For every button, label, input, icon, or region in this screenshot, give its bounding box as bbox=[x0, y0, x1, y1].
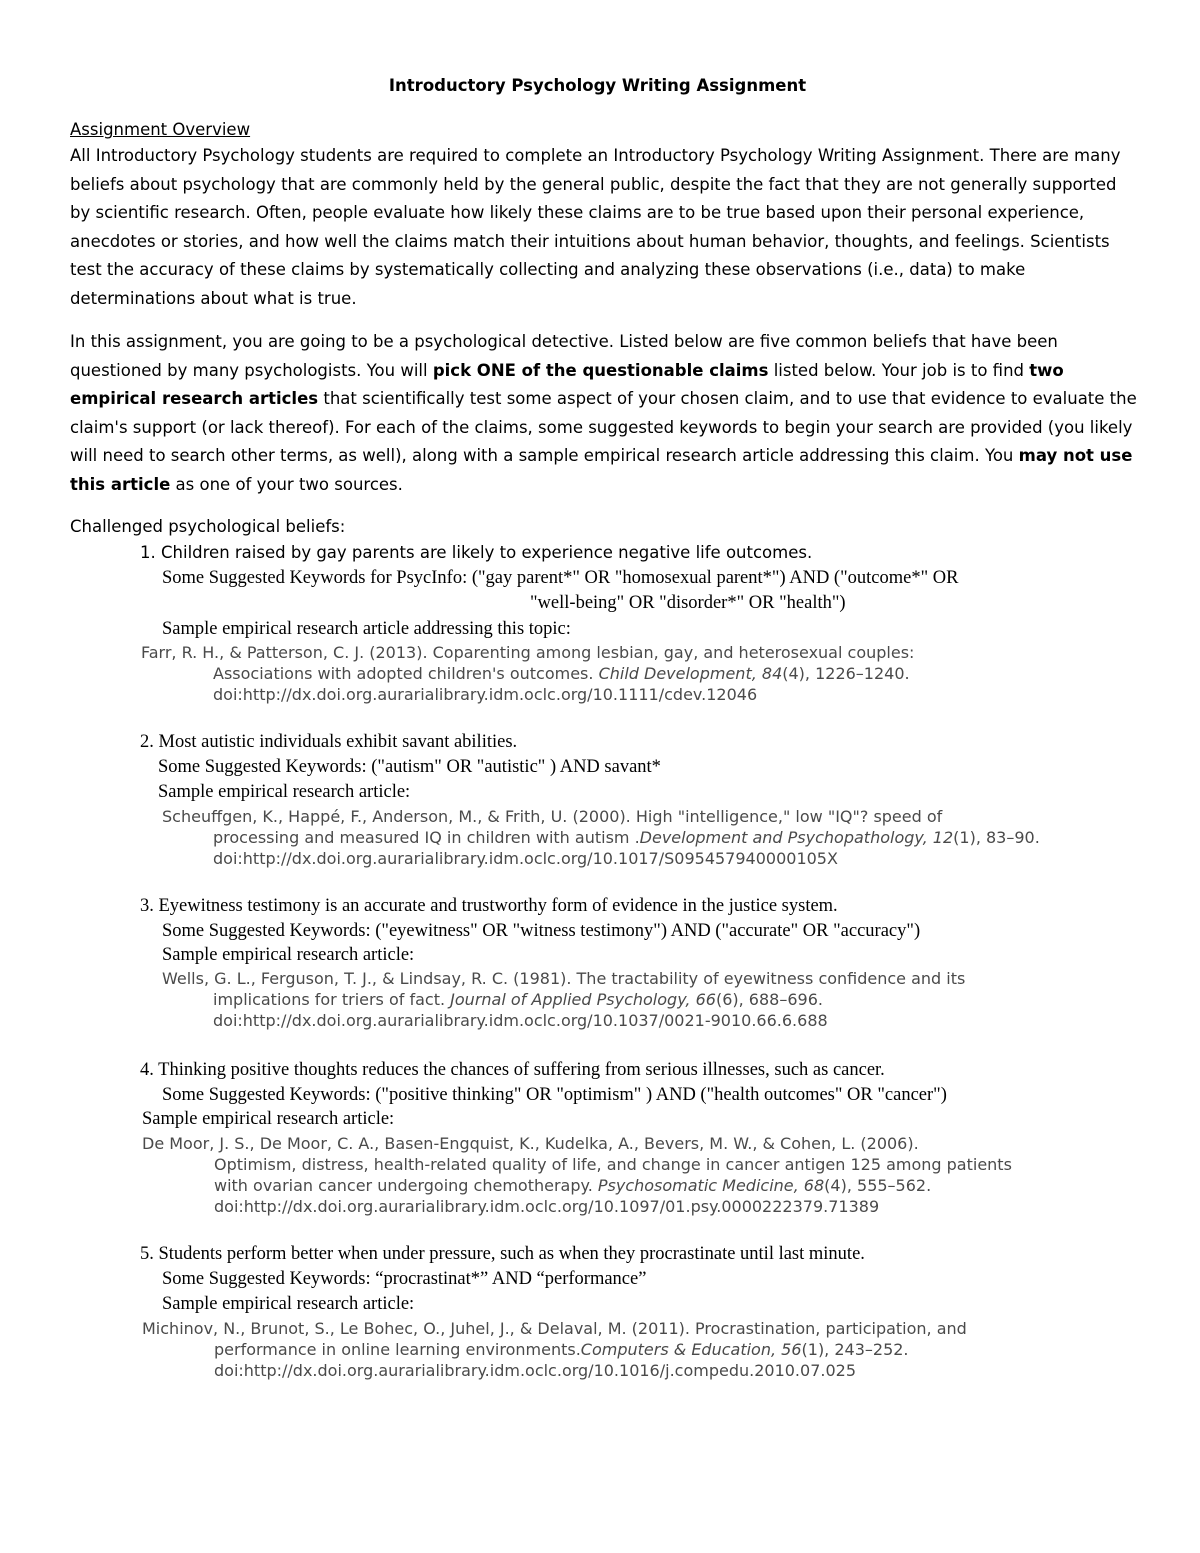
claim-5-ref-line-2 bbox=[142, 1339, 1142, 1360]
claim-3-text: Eyewitness testimony is an accurate and trustworthy form of evidence in the justice system. bbox=[158, 896, 838, 916]
document-title: Introductory Psychology Writing Assignment bbox=[388, 76, 807, 95]
claim-2-title bbox=[140, 732, 517, 753]
claim-2-reference bbox=[162, 806, 1162, 869]
overview-paragraph-1: All Introductory Psychology students are required to complete an Introductory Psychology Writing Assignment. There are many beliefs about psychology that are commonly held by the general public, despite the fact that they are not generally supported by scientific research. Often, people evaluate how likely these claims are to be true based upon their personal experience, anecdotes or stories, and how well the claims match their intuitions about human behavior, thoughts, and feelings. Scientists test the accuracy of these claims by systematically collecting and analyzing these observations (i.e., data) to make determinations about what is true. bbox=[70, 146, 1121, 308]
claim-2-ref-journal: Development and Psychopathology, 12 bbox=[639, 828, 954, 847]
claim-1-ref-line-1: Farr, R. H., & Patterson, C. J. (2013). Coparenting among lesbian, gay, and heterosexual couples: bbox=[141, 643, 915, 662]
claim-4-ref-journal: Psychosomatic Medicine, 68 bbox=[597, 1176, 825, 1195]
claim-5-ref-pages: (1), 243–252. bbox=[801, 1340, 909, 1359]
claim-1-text: Children raised by gay parents are likely to experience negative life outcomes. bbox=[161, 543, 813, 562]
claim-5-title bbox=[140, 1244, 865, 1265]
claim-3-ref-journal: Journal of Applied Psychology, 66 bbox=[450, 990, 716, 1009]
claim-1-sample-label: Sample empirical research article addressing this topic: bbox=[162, 619, 571, 639]
claim-5-text: Students perform better when under pressure, such as when they procrastinate until last minute. bbox=[158, 1244, 865, 1264]
claim-3-sample-label: Sample empirical research article: bbox=[162, 945, 415, 965]
claim-4-keywords-line-1: Some Suggested Keywords: ("positive thinking" OR "optimism" ) AND ("health outcomes" OR "cancer") bbox=[162, 1085, 947, 1105]
claim-4-text: Thinking positive thoughts reduces the chances of suffering from serious illnesses, such as cancer. bbox=[158, 1060, 885, 1080]
claim-2-sample-label: Sample empirical research article: bbox=[158, 782, 411, 802]
claim-4-sample-label: Sample empirical research article: bbox=[142, 1109, 395, 1129]
para2-text-2: listed below. Your job is to find bbox=[768, 360, 1030, 380]
claim-2-ref-pages: (1), 83–90. bbox=[953, 828, 1040, 847]
claim-2-ref-text: processing and measured IQ in children with autism . bbox=[213, 828, 640, 847]
para2-text-1: In this assignment, you are going to be a psychological detective. Listed below are five common beliefs that have been questioned by many psychologists. You will bbox=[70, 332, 1058, 380]
claim-4-reference bbox=[142, 1133, 1142, 1217]
claim-4-number: 4. bbox=[140, 1060, 154, 1080]
claim-3-ref-line-2 bbox=[162, 989, 1162, 1010]
claim-3-reference bbox=[162, 968, 1162, 1031]
claim-2-ref-line-1: Scheuffgen, K., Happé, F., Anderson, M., & Frith, U. (2000). High "intelligence," low "IQ"? speed of bbox=[162, 807, 943, 826]
para2-bold-two-articles: two empirical research articles bbox=[70, 360, 1064, 408]
para2-bold-may-not-use: may not use this article bbox=[70, 446, 1133, 494]
claim-4-ref-line-2: Optimism, distress, health-related quality of life, and change in cancer antigen 125 among patients bbox=[214, 1155, 1012, 1174]
claim-4-title bbox=[140, 1060, 885, 1081]
claim-3-keywords-line-1: Some Suggested Keywords: ("eyewitness" OR "witness testimony") AND ("accurate" OR "accuracy") bbox=[162, 921, 921, 941]
claim-3-ref-doi: doi:http://dx.doi.org.aurarialibrary.idm.oclc.org/10.1037/0021-9010.66.6.688 bbox=[213, 1011, 828, 1030]
claim-5-ref-doi: doi:http://dx.doi.org.aurarialibrary.idm.oclc.org/10.1016/j.compedu.2010.07.025 bbox=[214, 1361, 856, 1380]
claim-3-ref-pages: (6), 688–696. bbox=[715, 990, 823, 1009]
claim-3-ref-text: implications for triers of fact. bbox=[213, 990, 451, 1009]
claim-2-keywords-line-1: Some Suggested Keywords: ("autism" OR "autistic" ) AND savant* bbox=[158, 757, 661, 777]
claim-2-text: Most autistic individuals exhibit savant abilities. bbox=[158, 732, 518, 752]
claim-5-number: 5. bbox=[140, 1244, 154, 1264]
claim-4-ref-pages: (4), 555–562. bbox=[824, 1176, 932, 1195]
claim-2-ref-doi: doi:http://dx.doi.org.aurarialibrary.idm.oclc.org/10.1017/S095457940000105X bbox=[213, 849, 838, 868]
claim-4-ref-doi: doi:http://dx.doi.org.aurarialibrary.idm.oclc.org/10.1097/01.psy.0000222379.71389 bbox=[214, 1197, 880, 1216]
claim-2-number: 2. bbox=[140, 732, 154, 752]
claim-1-keywords-line-1: Some Suggested Keywords for PsycInfo: ("gay parent*" OR "homosexual parent*") AND ("outcome*" OR bbox=[162, 568, 959, 588]
claim-5-ref-line-1: Michinov, N., Brunot, S., Le Bohec, O., Juhel, J., & Delaval, M. (2011). Procrastination, participation, and bbox=[142, 1319, 967, 1338]
claim-5-reference bbox=[142, 1318, 1142, 1381]
claim-1-ref-doi: doi:http://dx.doi.org.aurarialibrary.idm.oclc.org/10.1111/cdev.12046 bbox=[213, 685, 758, 704]
claim-1-ref-pages: (4), 1226–1240. bbox=[782, 664, 910, 683]
claim-4-ref-text: with ovarian cancer undergoing chemotherapy. bbox=[214, 1176, 598, 1195]
para2-bold-pick-one: pick ONE of the questionable claims bbox=[432, 360, 769, 380]
claim-5-ref-text: performance in online learning environments. bbox=[214, 1340, 581, 1359]
para2-text-4: as one of your two sources. bbox=[170, 474, 403, 494]
claim-5-keywords-line-1: Some Suggested Keywords: “procrastinat*” AND “performance” bbox=[162, 1269, 647, 1289]
para2-text-3: that scientifically test some aspect of your chosen claim, and to use that evidence to evaluate the claim's support (or lack thereof). For each of the claims, some suggested keywords to begin your search are provided (you likely will need to search other terms, as well), along with a sample empirical research article addressing this claim. You bbox=[70, 389, 1137, 465]
claim-4-ref-line-1: De Moor, J. S., De Moor, C. A., Basen-Engquist, K., Kudelka, A., Bevers, M. W., & Cohen, L. (2006). bbox=[142, 1134, 919, 1153]
claim-3-title bbox=[140, 896, 838, 917]
claim-1-keywords-line-2: "well-being" OR "disorder*" OR "health") bbox=[530, 593, 846, 613]
overview-heading: Assignment Overview bbox=[70, 120, 251, 139]
claim-1-number: 1. bbox=[140, 543, 156, 562]
claim-1-reference bbox=[141, 642, 1141, 705]
claim-5-sample-label: Sample empirical research article: bbox=[162, 1294, 415, 1314]
challenged-beliefs-heading: Challenged psychological beliefs: bbox=[70, 517, 346, 536]
claim-1-title bbox=[140, 543, 812, 562]
overview-paragraph-2 bbox=[70, 328, 1140, 499]
claim-3-ref-line-1: Wells, G. L., Ferguson, T. J., & Lindsay, R. C. (1981). The tractability of eyewitness confidence and its bbox=[162, 969, 966, 988]
claim-1-ref-line-2 bbox=[141, 663, 1141, 684]
claim-3-number: 3. bbox=[140, 896, 154, 916]
claim-1-ref-text: Associations with adopted children's outcomes. bbox=[213, 664, 599, 683]
claim-4-ref-line-3 bbox=[142, 1175, 1142, 1196]
claim-1-ref-journal: Child Development, 84 bbox=[598, 664, 783, 683]
claim-5-ref-journal: Computers & Education, 56 bbox=[580, 1340, 802, 1359]
claim-2-ref-line-2 bbox=[162, 827, 1162, 848]
